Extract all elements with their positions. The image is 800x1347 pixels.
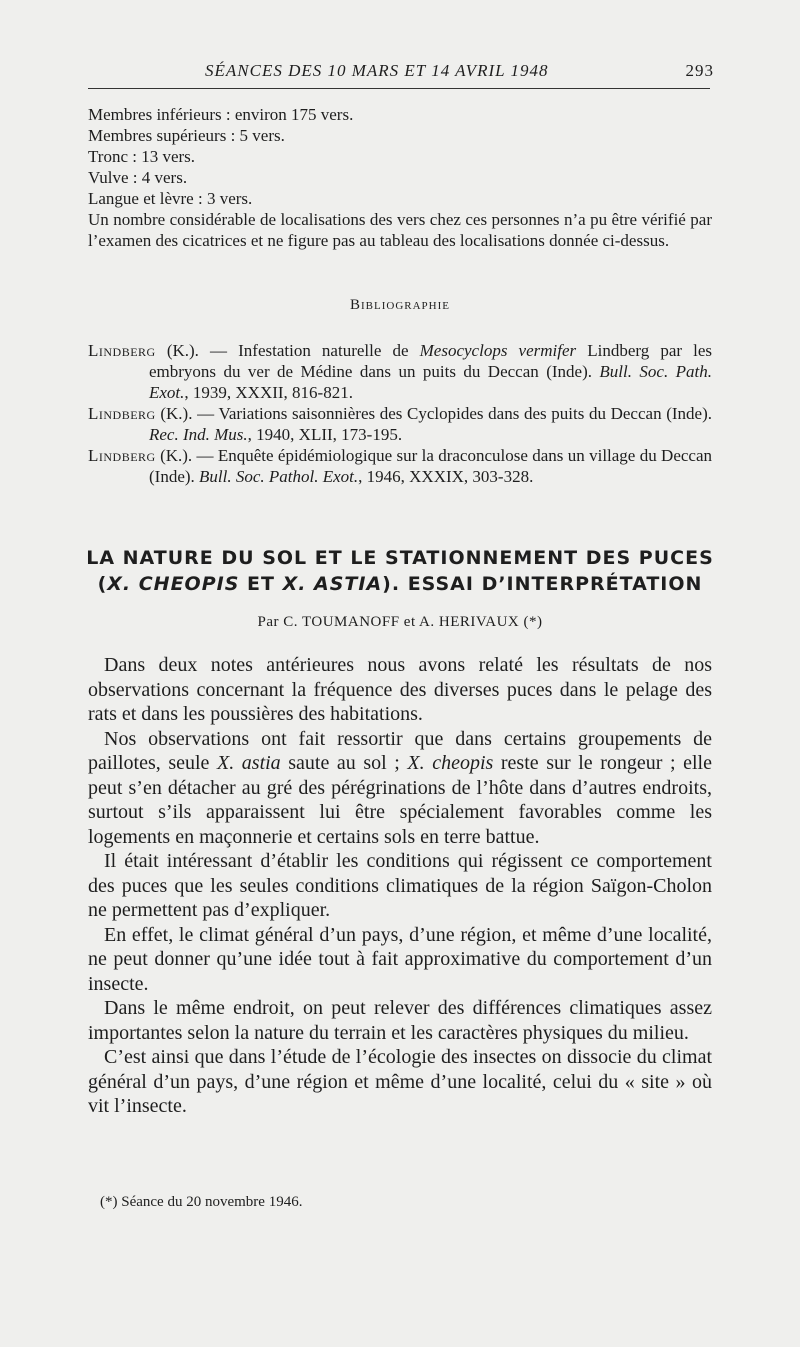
list-item: Membres supérieurs : 5 vers. (88, 126, 285, 145)
bibliography-entry: Lindberg (K.). — Enquête épidémiologique sur la draconculose dans un village du Deccan (Inde). Bull. Soc. Pathol. Exot., 1946, XXXIX, 303-328. (88, 446, 712, 486)
list-item: Membres inférieurs : environ 175 vers. (88, 105, 354, 124)
localisation-list (88, 104, 712, 251)
running-header (88, 58, 714, 80)
species-name: X. astia (217, 752, 281, 774)
footnote: (*) Séance du 20 novembre 1946. (100, 1194, 303, 1210)
species-name: X. CHEOPIS (107, 573, 240, 595)
title-line-1: LA NATURE DU SOL ET LE STATIONNEMENT DES PUCES (86, 547, 714, 569)
species-name: Mesocyclops vermifer (419, 341, 577, 360)
bibliography-entry: Lindberg (K.). — Variations saisonnières des Cyclopides dans des puits du Deccan (Inde). Rec. Ind. Mus., 1940, XLII, 173-195. (88, 404, 712, 444)
journal-name: Rec. Ind. Mus. (149, 425, 248, 444)
header-rule (88, 88, 710, 89)
title-line-2: (X. CHEOPIS ET X. ASTIA). ESSAI D’INTERPRÉTATION (97, 573, 703, 595)
localisation-note: Un nombre considérable de localisations des vers chez ces personnes n’a pu être vérifié par l’examen des cicatrices et ne figure pas au tableau des localisations donnée ci-dessus. (88, 210, 712, 250)
paragraph: Dans le même endroit, on peut relever des différences climatiques assez importantes selon la nature du terrain et les caractères physiques du milieu. (88, 997, 712, 1044)
journal-name: Bull. Soc. Pathol. Exot. (199, 467, 359, 486)
article-body (88, 653, 712, 1119)
ref-author: Lindberg (88, 446, 156, 465)
article-byline: Par C. TOUMANOFF et A. HERIVAUX (*) (257, 614, 543, 630)
bibliography-entry: Lindberg (K.). — Infestation naturelle de Mesocyclops vermifer Lindberg par les embryons du ver de Médine dans un puits du Deccan (Inde). Bull. Soc. Path. Exot., 1939, XXXII, 816-821. (88, 341, 713, 402)
ref-author: Lindberg (88, 341, 156, 360)
bibliography-heading: Bibliographie (350, 297, 450, 313)
paragraph: Il était intéressant d’établir les conditions qui régissent ce comportement des puces que les seules conditions climatiques de la région Saïgon-Cholon ne permettent pas d’expliquer. (88, 850, 712, 921)
ref-author: Lindberg (88, 404, 156, 423)
list-item: Tronc : 13 vers. (88, 147, 196, 166)
article-title (75, 545, 725, 597)
paragraph: Dans deux notes antérieures nous avons relaté les résultats de nos observations concernant la fréquence des diverses puces dans le pelage des rats et dans les poussières des habitations. (88, 654, 712, 725)
journal-name: Bull. Soc. Path. Exot. (149, 362, 713, 402)
paragraph: En effet, le climat général d’un pays, d’une région, et même d’une localité, ne peut donner qu’une idée tout à fait approximative du comportement d’un insecte. (88, 923, 712, 995)
running-title: SÉANCES DES 10 MARS ET 14 AVRIL 1948 (205, 61, 549, 80)
page-number: 293 (685, 61, 714, 80)
list-item: Langue et lèvre : 3 vers. (88, 189, 253, 208)
species-name: X. cheopis (407, 752, 494, 774)
list-item: Vulve : 4 vers. (88, 168, 188, 187)
paragraph: C’est ainsi que dans l’étude de l’écologie des insectes on dissocie du climat général d’un pays, d’une région et même d’une localité, celui du « site » où vit l’insecte. (88, 1046, 712, 1117)
paragraph: Nos observations ont fait ressortir que dans certains groupements de paillotes, seule X. astia saute au sol ; X. cheopis reste sur le rongeur ; elle peut s’en détacher au gré des pérégrinations de l’hôte dans d’autres endroits, surtout s’ils apparaissent lui être spécialement favorables comme les logements en maçonnerie et certains sols en terre battue. (88, 727, 712, 848)
species-name: X. ASTIA (282, 573, 383, 595)
